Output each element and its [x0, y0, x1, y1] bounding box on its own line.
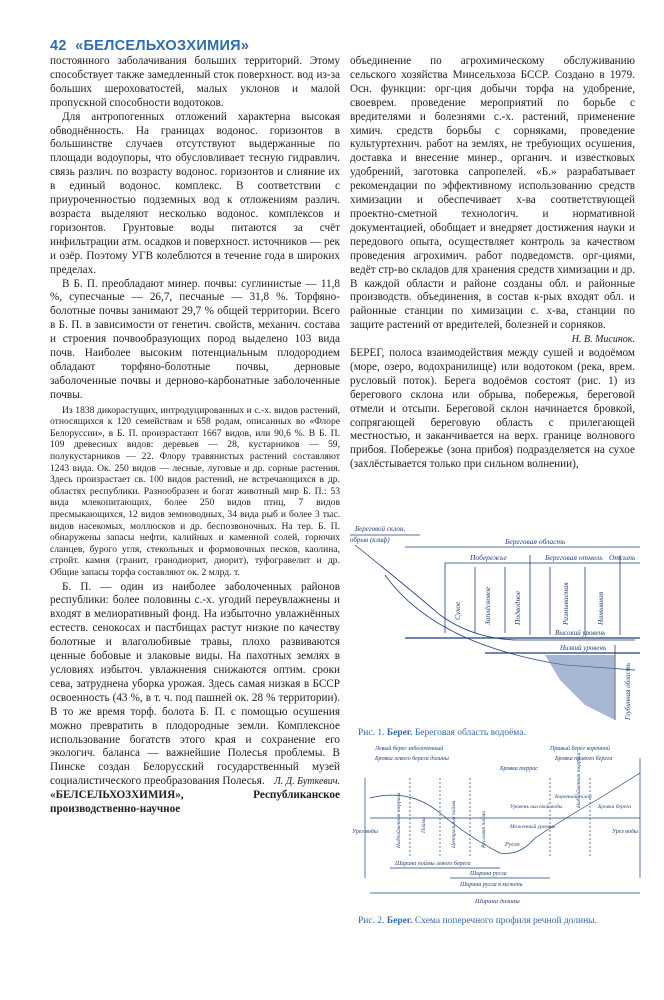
right-column — [350, 55, 635, 472]
paragraph: В Б. П. преобладают минер. почвы: суглинистые — 11,8 %, супесчаные — 26,7, песчаные — 31,8 %. Торфяно-болотные почвы занимают 29,7 % общей территории. Всего в Б. П. в зависимости от генетич. свойств, механич. состава и строения почвообразующих пород выделено 103 вида почв. Наиболее высоким потенциальным плодородием обладают торфяно-болотные почвы, дерновые заболоченные почвы и дерново-карбонатные заболоченные почвы. — [50, 277, 340, 401]
fig2-label: Русловая пойма — [481, 811, 487, 848]
paragraph: объединение по агрохимическому обслуживанию сельского хозяйства Минсельхоза БССР. Создано в 1979. Осн. функции: орг-ция добычи торфа на удобрение, своеврем. проведение мероприятий по борьбе с вредителями и болезнями с.-х. растений, применение химич. средств борьбы с сорняками, проведение культуртехнич. работ на землях, не требующих осушения, доставка и внесение минер., органич. и известковых удобрений, заготовка сапропелей. «Б.» разрабатывает рекомендации по эффективному использованию средств химизации и обеспечивает х-ва соответствующей проектно-сметной технологич. и нормативной документацией, обобщает и внедряет достижения науки и передового опыта, осуществляет контроль за качеством проведения агрохимич. работ подведомств. орг-циями, ведёт стр-во складов для хранения средств химизации и др. В каждой области и районе созданы обл. и районные производств. объединения, в состав к-рых входят обл. и районные станции по химизации с. х-ва, станции по защите растений от вредителей, болезней и сорняков. — [350, 55, 635, 332]
fig2-label: Пойма — [421, 817, 427, 833]
fig2-label: Русло — [505, 842, 520, 848]
caption-number: Рис. 2. — [358, 916, 385, 926]
caption-term: Берег. — [386, 728, 413, 738]
caption-number: Рис. 1. — [358, 728, 385, 738]
fig1-label: Размываемая — [561, 582, 570, 625]
author-signature: Л. Д. Буткевич. — [273, 776, 340, 788]
fig2-label: Ширина поймы левого берега — [395, 861, 471, 867]
fig1-label: Береговая отмель — [545, 553, 603, 562]
fig1-label: Сухое — [453, 601, 462, 620]
page-number: 42 — [50, 38, 67, 54]
fig1-label: Глубинная область — [624, 663, 632, 720]
fig2-label: Бровка берега — [598, 804, 631, 810]
fig2-label: Бровка левого берега долины — [375, 756, 449, 762]
paragraph-small: Из 1838 дикорастущих, интродуцированных и с.-х. видов растений, относящихся к 120 семействам и 658 родам, описанных во «Флоре Белоруссии», в Б. П. произрастают 1667 видов, или 90,6 %. В Б. П. 109 древесных видов: деревьев — 28, кустарников — 59, полукустарников — 22. Флору травянистых растений составляют 1243 вида. Ок. 250 видов — лесные, луговые и др. сорные растения. Здесь произрастает св. 100 видов растений, не встречающихся в др. областях республики. Разнообразен и богат животный мир Б. П.: 53 вида млекопитающих, более 250 видов птиц, 7 видов пресмыкающихся, 12 видов земноводных, 34 вида рыб и более 3 тыс. видов насекомых, моллюсков и др. беспозвоночных. На тер. Б. П. обнаружены запасы нефти, калийных и каменной солей, горючих сланцев, бурого угля, стекольных и формовочных песков, каолина, стройт. камня (гранит, гранодиорит, диорит), туфогравелит и др. Общие запасы торфа составляют ок. 2 млрд. т. — [50, 404, 340, 578]
fig2-label: Коренной склон — [555, 794, 592, 800]
fig2-label: Урез воды — [352, 829, 378, 835]
caption-text: Схема поперечного профиля речной долины. — [414, 916, 597, 926]
caption-text: Береговая область водоёма. — [414, 728, 526, 738]
fig1-label: Береговой склон, — [355, 525, 406, 533]
fig1-label: Береговая область — [505, 537, 566, 546]
fig2-label: Бровка правого берега — [555, 756, 613, 762]
running-header — [50, 38, 249, 54]
fig1-label: Заплёсковое — [483, 586, 492, 625]
author-signature: Н. В. Мисинок. — [571, 334, 635, 346]
fig2-label: Правый берег коренной — [550, 746, 610, 752]
fig2-label: Бровка террас — [500, 766, 538, 772]
fig1-label: Подводное — [513, 590, 522, 625]
fig1-label: Побережье — [470, 553, 507, 562]
fig1-label: обрыв (клиф) — [350, 536, 390, 544]
figure-2-caption — [358, 915, 638, 927]
paragraph: Для антропогенных отложений характерна высокая обводнённость. На границах водонос. горизонтов в большинстве случаев отсутствуют выдержанные по площади водоупоры, что обусловливает тесную гидравлич. связь различ. по возрасту водонос. горизонтов и слияние их в единый водонос. комплекс. В соответствии с приуроченностью подземных вод к отложениям различ. возраста выделяют несколько водонос. комплексов и горизонтов. Грунтовые воды питаются за счёт инфильтрации атм. осадков и поверхност. источников — рек и озёр. Поэтому УГВ колеблются в течение года в широких пределах. — [50, 110, 340, 276]
article-bereg: БЕРЕГ, полоса взаимодействия между сушей и водоёмом (море, озеро, водохранилище) или водотоком (река, врем. русловый поток). Берега водоёмов состоят (рис. 1) из берегового склона или обрыва, побережья, береговой отмели и отсыпи. Береговой склон начинается бровкой, сопрягающей береговую область с прилегающей местностью, и заканчивается на верх. границе волнового прибоя. Побережье (зона прибоя) подразделяется на сухое (захлёстывается только при сильном волнении), — [350, 347, 635, 471]
paragraph: Б. П. — один из наиболее заболоченных районов республики: более половины с.-х. угодий переувлажнены и входят в мелиоративный фонд. На избыточно увлажнённых естеств. сенокосах и пастбищах растут низкие по качеству болотные и влаголюбивые травы, плохо развиваются ценные бобовые и злаковые виды. На пахотных землях в условиях избыточ. увлажнения снижаются оптим. сроки сева, затруднена уборка урожая. Здесь самая низкая в БССР освоенность (43 %, в т. ч. под пашней ок. 28 % территории). В то же время торф. болота Б. П. с помощью осушения можно превратить в плодородные земли. Комплексное использование богатств этого края и сохранение его экологич. баланса — важнейшие Полесья проблемы. В Пинске создан Белорусский государственный музей социалистического преобразования Полесья. — [50, 580, 340, 788]
running-title: «БЕЛСЕЛЬХОЗХИМИЯ» — [75, 38, 250, 54]
fig2-label: Левый берег заболоченный — [375, 746, 444, 752]
caption-term: Берег. — [386, 916, 413, 926]
fig2-label: Ширина русла в межень — [460, 882, 523, 888]
fig1-label: Отсыпь — [609, 553, 636, 562]
fig2-label: Ширина долины — [475, 898, 520, 905]
left-column — [50, 55, 340, 817]
figure-2-diagram — [350, 738, 650, 913]
fig1-label: Низкий уровень — [560, 644, 607, 652]
fig2-label: Меженный уровень — [510, 824, 556, 830]
fig2-label: Ширина русла — [470, 871, 507, 877]
article-start: «БЕЛСЕЛЬХОЗХИМИЯ», Республиканское производственно-научное — [50, 789, 340, 815]
fig2-label: Урез воды — [612, 829, 638, 835]
fig2-label: Центральная пойма — [451, 800, 457, 848]
paragraph: постоянного заболачивания больших территорий. Этому способствует также замедленный сток поверхност. вод из-за больших шероховатостей, малых уклонов и малой пропускной способности водотоков. — [50, 55, 340, 109]
fig1-label: Намывная — [596, 591, 605, 625]
fig2-label: Надпойменная терраса — [576, 752, 582, 808]
fig1-label: Высокий уровень — [555, 629, 606, 637]
fig2-label: Надпойменная терраса — [396, 792, 402, 848]
fig2-label: Уровень высокой воды — [510, 804, 563, 810]
figure-1-diagram — [345, 515, 645, 725]
